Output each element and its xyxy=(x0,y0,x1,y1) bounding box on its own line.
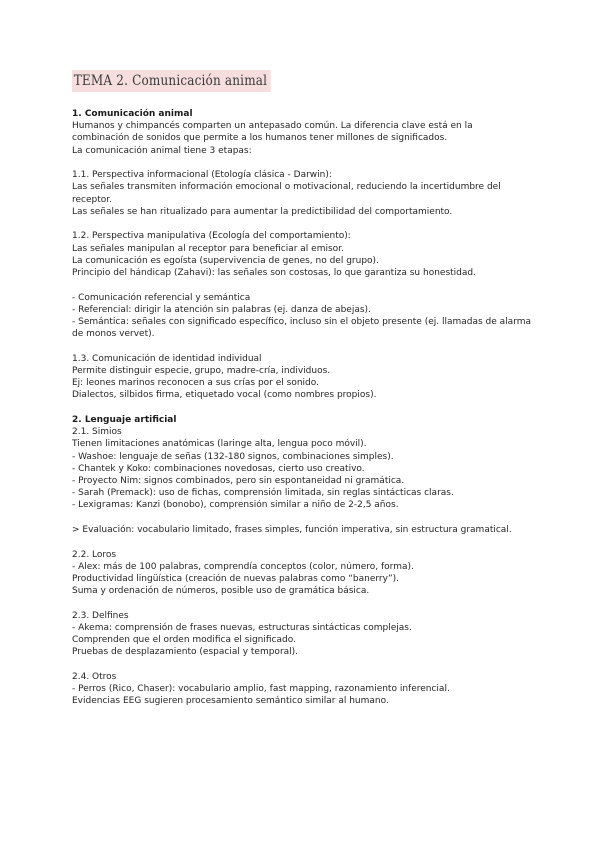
paragraph-line: Evidencias EEG sugieren procesamiento semántico similar al humano. xyxy=(72,696,389,707)
subsection-heading: 2.3. Delfines xyxy=(72,610,129,621)
list-item: de monos vervet). xyxy=(72,329,155,340)
paragraph-line: Comprenden que el orden modifica el significado. xyxy=(72,635,296,646)
subsection-1-1 xyxy=(72,169,532,218)
paragraph-line: Pruebas de desplazamiento (espacial y temporal). xyxy=(72,647,299,658)
paragraph-line: La comunicación animal tiene 3 etapas: xyxy=(72,145,252,156)
subsection-1-2 xyxy=(72,230,532,279)
paragraph-line: Principio del hándicap (Zahavi): las señales son costosas, lo que garantiza su honestidad. xyxy=(72,268,476,279)
paragraph-line: combinación de sonidos que permite a los humanos tener millones de significados. xyxy=(72,133,448,144)
paragraph-line: Ej: leones marinos reconocen a sus crías por el sonido. xyxy=(72,378,319,389)
list-item: - Sarah (Premack): uso de fichas, comprensión limitada, sin reglas sintácticas claras. xyxy=(72,488,454,499)
evaluation-note xyxy=(72,524,532,536)
paragraph-line: Dialectos, silbidos firma, etiquetado vocal (como nombres propios). xyxy=(72,390,377,401)
paragraph-line: Las señales manipulan al receptor para beneficiar al emisor. xyxy=(72,243,344,254)
paragraph-line: Tienen limitaciones anatómicas (laringe alta, lengua poco móvil). xyxy=(72,439,367,450)
section-heading: 2. Lenguaje artificial xyxy=(72,415,177,426)
paragraph-line: Las señales transmiten información emocional o motivacional, reduciendo la incertidumbre del xyxy=(72,182,501,193)
section-heading: 1. Comunicación animal xyxy=(72,109,193,119)
paragraph-line: Productividad lingüística (creación de nuevas palabras como “banerry”). xyxy=(72,574,399,585)
subsection-2-3 xyxy=(72,610,532,659)
subsection-heading: 2.4. Otros xyxy=(72,672,117,683)
list-item: - Washoe: lenguaje de señas (132-180 signos, combinaciones simples). xyxy=(72,451,394,462)
page-title: TEMA 2. Comunicación animal xyxy=(72,70,271,92)
paragraph-line: Permite distinguir especie, grupo, madre-cría, individuos. xyxy=(72,366,331,377)
paragraph-line: La comunicación es egoísta (supervivencia de genes, no del grupo). xyxy=(72,255,379,266)
list-item: - Chantek y Koko: combinaciones novedosas, cierto uso creativo. xyxy=(72,463,365,474)
list-item: - Perros (Rico, Chaser): vocabulario amplio, fast mapping, razonamiento inferencial. xyxy=(72,684,450,695)
list-item: - Comunicación referencial y semántica xyxy=(72,292,251,303)
list-item: - Semántica: señales con significado específico, incluso sin el objeto presente (ej. llamadas de alarma xyxy=(72,317,532,328)
section-2 xyxy=(72,414,532,512)
subsection-1-3 xyxy=(72,353,532,402)
paragraph-line: Suma y ordenación de números, posible uso de gramática básica. xyxy=(72,586,370,597)
subsection-heading: 1.3. Comunicación de identidad individual xyxy=(72,353,262,364)
paragraph-line: Las señales se han ritualizado para aumentar la predictibilidad del comportamiento. xyxy=(72,206,453,217)
paragraph-line: > Evaluación: vocabulario limitado, frases simples, función imperativa, sin estructura gramatical. xyxy=(72,525,512,536)
subsection-heading: 2.2. Loros xyxy=(72,549,117,560)
list-item: - Proyecto Nim: signos combinados, pero sin espontaneidad ni gramática. xyxy=(72,476,405,487)
list-item: - Akema: comprensión de frases nuevas, estructuras sintácticas complejas. xyxy=(72,623,412,634)
title-container xyxy=(72,70,303,92)
section-1 xyxy=(72,108,532,157)
subsection-heading: 1.2. Perspectiva manipulativa (Ecología del comportamiento): xyxy=(72,231,351,242)
paragraph-line: Humanos y chimpancés comparten un antepasado común. La diferencia clave está en la xyxy=(72,121,473,132)
referential-semantic-list xyxy=(72,292,532,341)
subsection-heading: 1.1. Perspectiva informacional (Etología clásica - Darwin): xyxy=(72,170,332,181)
list-item: - Lexigramas: Kanzi (bonobo), comprensión similar a niño de 2-2,5 años. xyxy=(72,500,399,511)
paragraph-line: receptor. xyxy=(72,194,113,205)
subsection-heading: 2.1. Simios xyxy=(72,427,122,438)
subsection-2-4 xyxy=(72,671,532,708)
list-item: - Referencial: dirigir la atención sin palabras (ej. danza de abejas). xyxy=(72,304,371,315)
list-item: - Alex: más de 100 palabras, comprendía conceptos (color, número, forma). xyxy=(72,561,414,572)
document-body xyxy=(72,108,532,720)
subsection-2-2 xyxy=(72,549,532,598)
